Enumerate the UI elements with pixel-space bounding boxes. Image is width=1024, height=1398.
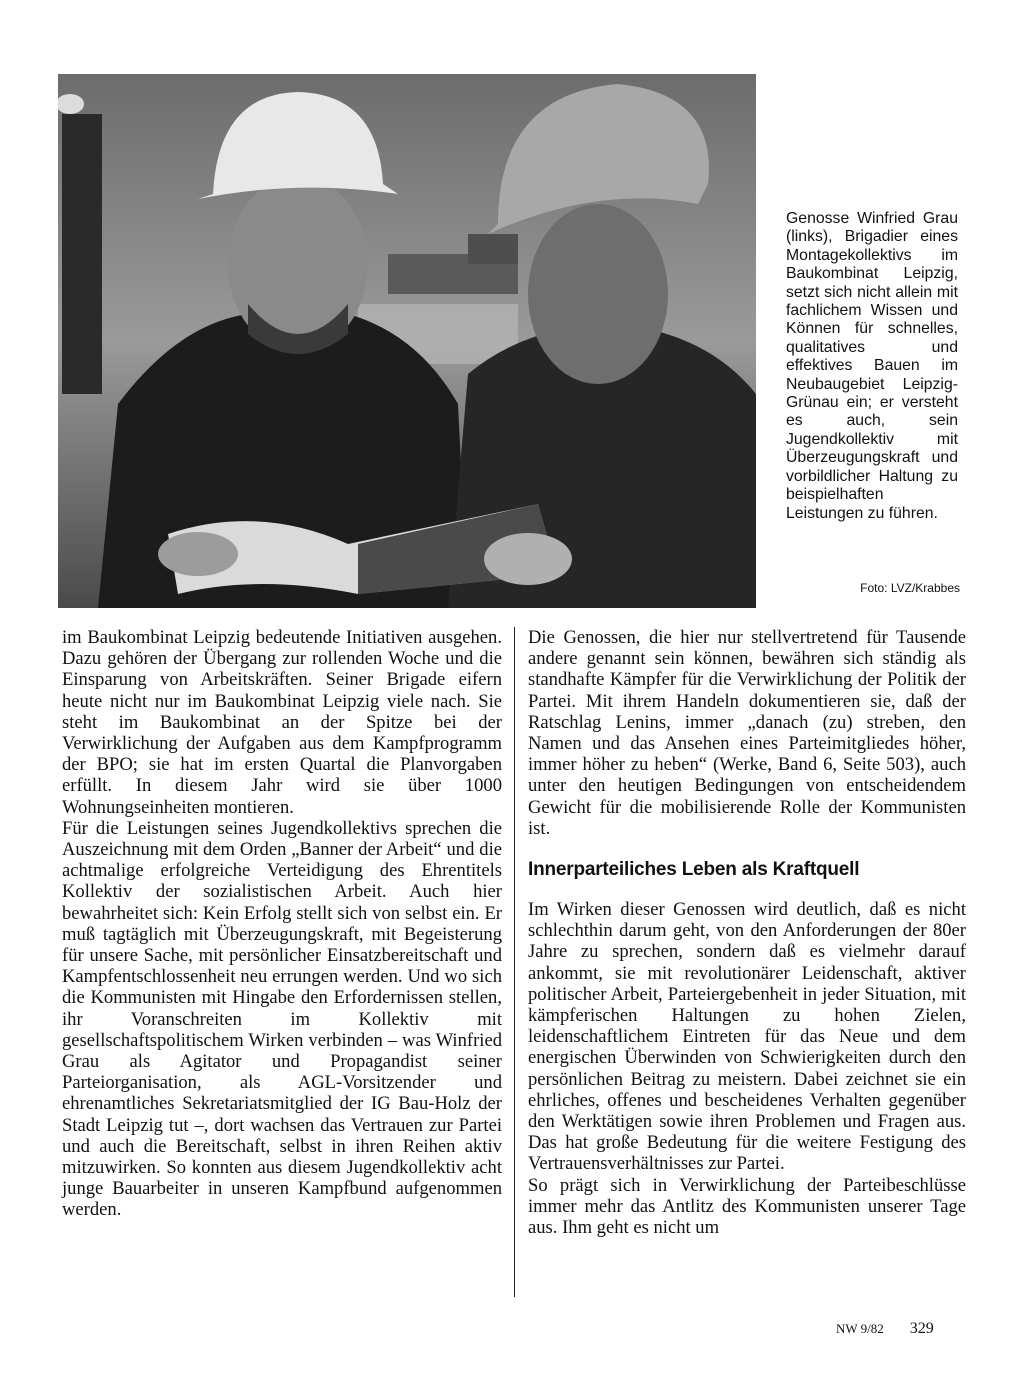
article-photo [58, 74, 756, 608]
photo-illustration [58, 74, 756, 608]
left-paragraph-1: im Baukombinat Leipzig bedeutende Initiativen ausgehen. Dazu gehören der Übergang zur rollenden Woche und die Einsparung von Arbeitskräften. Seiner Brigade eifern heute nicht nur im Baukombinat Leipzig viele nach. Sie steht im Baukombinat an der Spitze bei der Verwirklichung der Aufgaben aus dem Kampfprogramm der BPO; sie hat im ersten Quartal die Planvorgaben erfüllt. In diesem Jahr wird sie über 1000 Wohnungseinheiten montieren. [62, 627, 502, 818]
caption-text: Genosse Winfried Grau (links), Brigadier eines Montagekollektivs im Baukombinat Leipzig, setzt sich nicht allein mit fachlichem Wissen und Können für schnelles, qualitatives und effektives Bauen im Neubaugebiet Leipzig-Grünau ein; er versteht es auch, sein Jugendkollektiv mit Überzeugungskraft und vorbildlicher Haltung zu beispielhaften Leistungen zu führen. [786, 210, 958, 522]
right-paragraph-2: Im Wirken dieser Genossen wird deutlich, daß es nicht schlechthin darum geht, von den Anforderungen der 80er Jahre zu sprechen, sondern daß es vielmehr darauf ankommt, sie mit revolutionärer Leidenschaft, aktiver politischer Arbeit, Parteiergebenheit in jeder Situation, mit kämpferischen Haltungen zu hohen Zielen, leidenschaftlichem Eintreten für das Neue und dem energischen Überwinden von Schwierigkeiten durch den persönlichen Beitrag zu meistern. Dabei zeichnet sie ein ehrliches, offenes und bescheidenes Verhalten gegenüber den Werktätigen sowie ihren Problemen und Fragen aus. Das hat große Bedeutung für die weitere Festigung des Vertrauensverhältnisses zur Partei. [528, 899, 966, 1175]
section-heading: Innerparteiliches Leben als Kraftquell [528, 859, 860, 881]
left-paragraph-2: Für die Leistungen seines Jugendkollektivs sprechen die Auszeichnung mit dem Orden „Banner der Arbeit“ und die achtmalige erfolgreiche Verteidigung des Ehrentitels Kollektiv der sozialistischen Arbeit. Auch hier bewahrheitet sich: Kein Erfolg stellt sich von selbst ein. Er muß tagtäglich mit Überzeugungskraft, mit Begeisterung für unsere Sache, mit persönlicher Einsatzbereitschaft und Kampfentschlossenheit neu errungen werden. Und wo sich die Kommunisten mit Hingabe den Erfordernissen stellen, ihr Voranschreiten im Kollektiv mit gesellschaftspolitischem Wirken verbinden – was Winfried Grau als Agitator und Propagandist seiner Parteiorganisation, als AGL-Vorsitzender und ehrenamtliches Sekretariatsmitglied der IG Bau-Holz der Stadt Leipzig tut –, dort wachsen das Vertrauen zur Partei und auch die Bereitschaft, selbst in ihren Reihen aktiv mitzuwirken. So konnten aus diesem Jugendkollektiv acht junge Bauarbeiter in unseren Kampfbund aufgenommen werden. [62, 817, 502, 1221]
photo-credit: Foto: LVZ/Krabbes [860, 581, 960, 595]
right-column [528, 627, 966, 1238]
column-divider [514, 627, 515, 1297]
photo-caption [786, 210, 958, 523]
page-footer [836, 1320, 934, 1338]
right-paragraph-3: So prägt sich in Verwirklichung der Parteibeschlüsse immer mehr das Antlitz des Kommunisten unserer Tage aus. Ihm geht es nicht um [528, 1174, 966, 1239]
right-paragraph-1: Die Genossen, die hier nur stellvertretend für Tausende andere genannt sein können, bewähren sich ständig als standhafte Kämpfer für die Verwirklichung der Politik der Partei. Mit ihrem Handeln dokumentieren sie, daß der Ratschlag Lenins, immer „danach (zu) streben, den Namen und das Ansehen eines Parteimitgliedes höher, immer höher zu heben“ (Werke, Band 6, Seite 503), auch unter den heutigen Bedingungen von entscheidendem Gewicht für die mobilisierende Rolle der Kommunisten ist. [528, 627, 966, 839]
page-number: 329 [909, 1320, 934, 1337]
left-column [62, 627, 502, 1221]
right-worker-face [528, 204, 668, 384]
issue-label: NW 9/82 [836, 1321, 884, 1336]
background-worker [62, 114, 102, 394]
